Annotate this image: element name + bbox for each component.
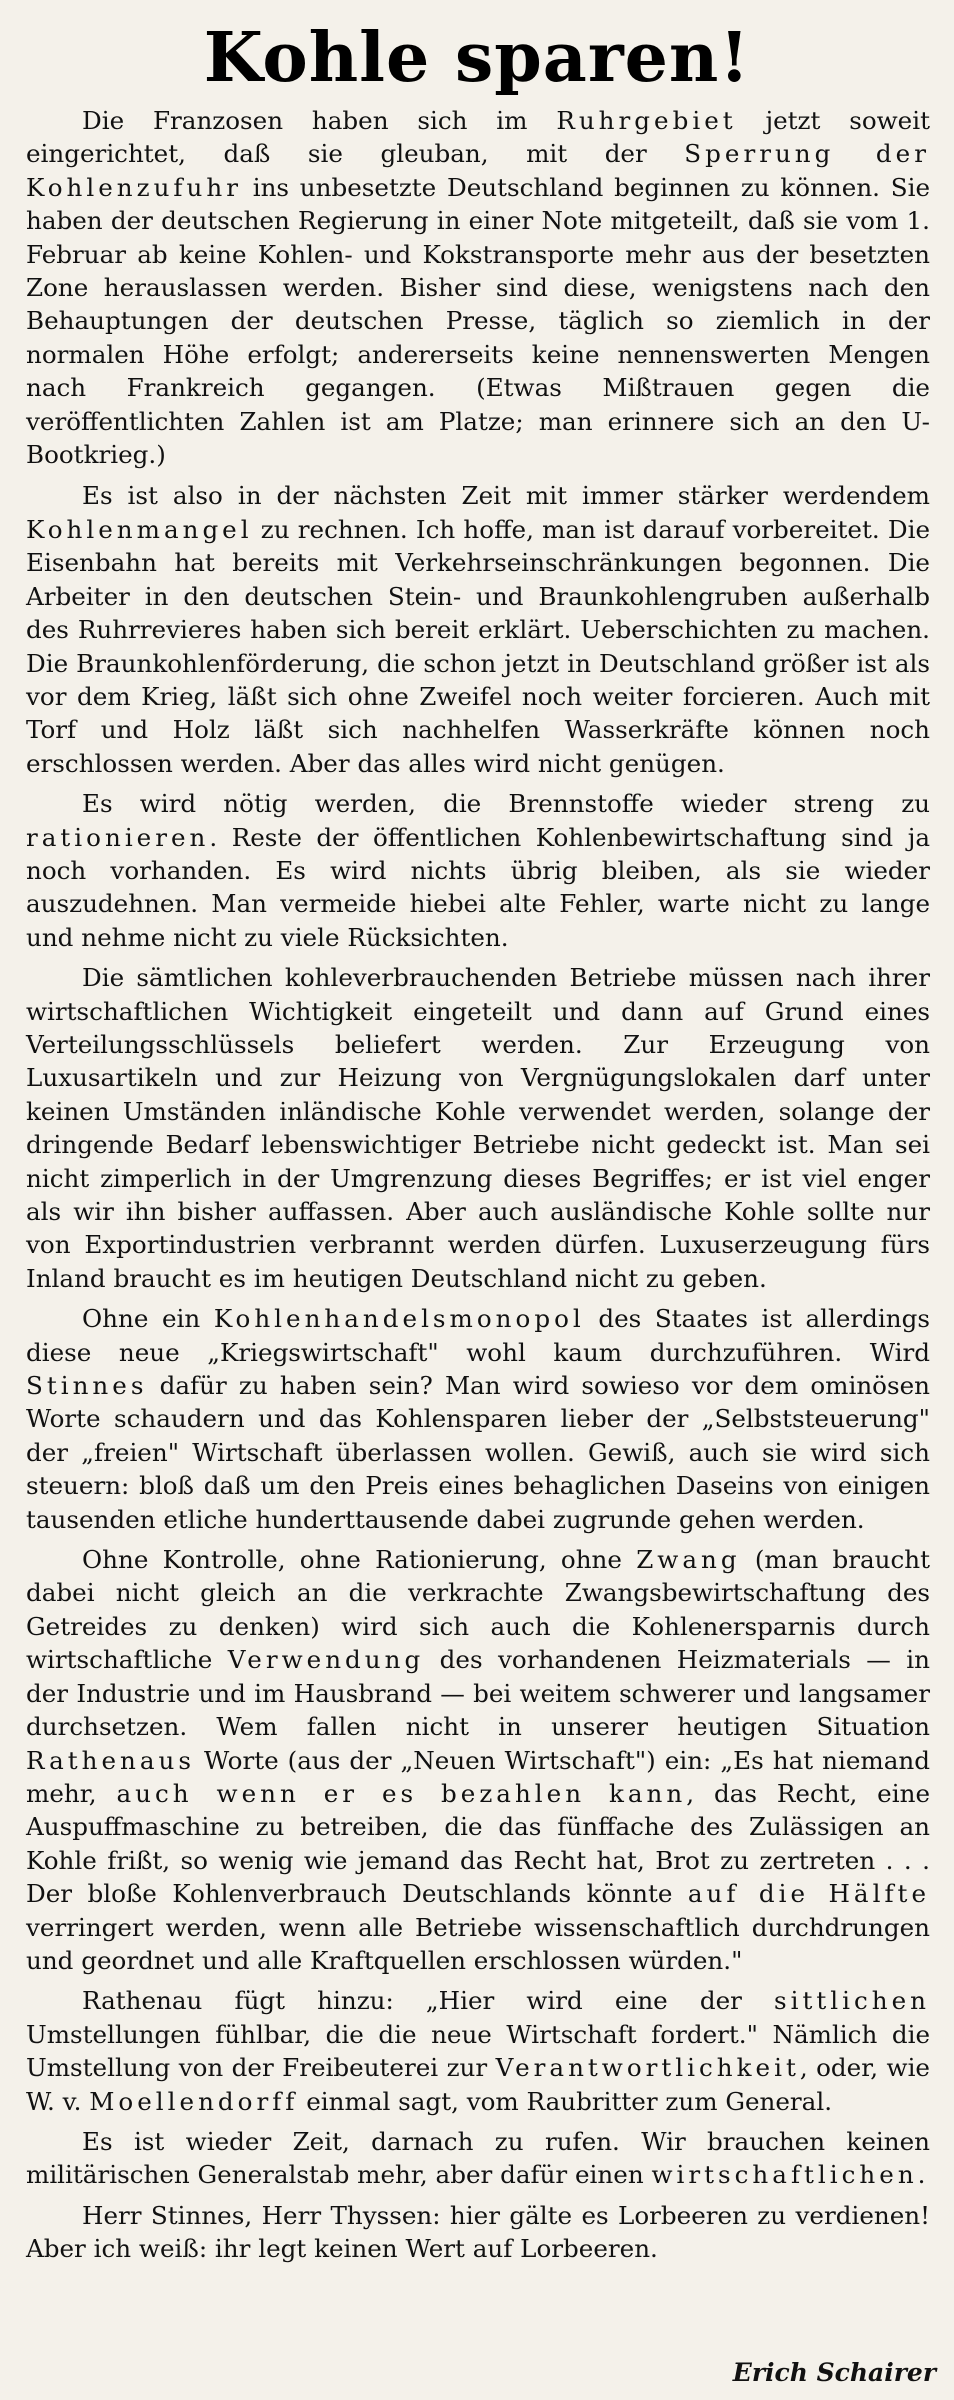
- text-run: Ohne ein: [82, 1304, 214, 1334]
- text-run: Ohne Kontrolle, ohne Rationierung, ohne: [82, 1545, 637, 1575]
- text-run: Umstellungen fühlbar, die die neue Wirtschaft fordert." Nämlich die Umstellung von der Freibeuterei zur: [26, 2019, 930, 2083]
- paragraph-8: [26, 2125, 930, 2192]
- text-run: Worte (aus der „Neuen Wirtschaft") ein: „Es hat niemand mehr,: [26, 1745, 930, 1808]
- text-run: Es ist also in der nächsten Zeit mit immer stärker werdendem: [82, 481, 930, 511]
- spaced-text: Kohlenmangel: [26, 514, 253, 544]
- spaced-text: Kohlenhandelsmonopol: [213, 1304, 585, 1334]
- text-run: . Reste der öffentlichen Kohlenbewirtschaftung sind ja noch vorhanden. Es wird nichts übrig bleiben, als sie wieder auszudehnen. Man vermeide hiebei alte Fehler, warte nicht zu lange und nehme nicht zu viele Rücksichten.: [26, 822, 930, 952]
- text-run: einmal sagt, vom Raubritter zum General.: [298, 2086, 833, 2116]
- text-run: des Staates ist allerdings diese neue „Kriegswirtschaft" wohl kaum durchzuführen. Wird: [26, 1304, 930, 1367]
- paragraph-2: [26, 479, 930, 780]
- spaced-text: sittlichen: [774, 1986, 930, 2016]
- text-run: (man braucht dabei nicht gleich an die verkrachte Zwangsbewirtschaftung des Getreides zu denken) wird sich auch die Kohlenersparnis durch wirtschaftliche: [26, 1545, 930, 1675]
- text-run: des vorhandenen Heizmaterials — in der Industrie und im Hausbrand — bei weitem schwerer und langsamer durchsetzen. Wem fallen nicht in unserer heutigen Situation: [26, 1645, 930, 1742]
- spaced-text: auf die Hälfte: [687, 1879, 930, 1909]
- spaced-text: wirtschaftlichen: [651, 2160, 918, 2190]
- author-signature: Erich Schairer: [732, 2358, 936, 2387]
- text-run: , oder, wie W. v.: [26, 2053, 930, 2116]
- text-run: .: [917, 2160, 926, 2190]
- text-run: Rathenau fügt hinzu: „Hier wird eine der: [82, 1986, 774, 2016]
- spaced-text: rationieren: [26, 822, 210, 852]
- spaced-text: Zwang: [636, 1545, 741, 1575]
- text-run: Es ist wieder Zeit, darnach zu rufen. Wir brauchen keinen militärischen Generalstab mehr, aber dafür einen: [26, 2126, 930, 2190]
- spaced-text: Moellendorff: [89, 2086, 299, 2116]
- paragraph-9: [26, 2199, 930, 2266]
- text-run: Es wird nötig werden, die Brennstoffe wieder streng zu: [82, 789, 930, 819]
- paragraph-4: [26, 961, 930, 1295]
- text-run: , das Recht, eine Auspuffmaschine zu betreiben, die das fünffache des Zulässigen an Kohle frißt, so wenig wie jemand das Recht hat, Brot zu zertreten . . . Der bloße Kohlenverbrauch Deutschlands könnte: [26, 1778, 930, 1909]
- spaced-text: Stinnes: [26, 1371, 148, 1401]
- spaced-text: Verantwortlichkeit: [495, 2053, 800, 2083]
- paragraph-1: [26, 104, 930, 471]
- paragraph-5: [26, 1302, 930, 1536]
- text-run: jetzt soweit eingerichtet, daß sie gleuban, mit der: [26, 106, 930, 169]
- spaced-text: Sperrung der Kohlenzufuhr: [26, 139, 930, 202]
- spaced-text: Ruhrgebiet: [556, 106, 737, 135]
- text-run: Herr Stinnes, Herr Thyssen: hier gälte es Lorbeeren zu verdienen! Aber ich weiß: ihr legt keinen Wert auf Lorbeeren.: [26, 2200, 930, 2264]
- text-run: ins unbesetzte Deutschland beginnen zu können. Sie haben der deutschen Regierung in einer Note mitgeteilt, daß sie vom 1. Februar ab keine Kohlen- und Kokstransporte mehr aus der besetzten Zone herauslassen werden. Bisher sind diese, wenigstens nach den Behauptungen der deutschen Presse, täglich so ziemlich in der normalen Höhe erfolgt; andererseits keine nennenswerten Mengen nach Frankreich gegangen. (Etwas Mißtrauen gegen die veröffentlichten Zahlen ist am Platze; man erinnere sich an den U-Bootkrieg.): [26, 172, 930, 470]
- paragraph-7: [26, 1984, 930, 2118]
- text-run: verringert werden, wenn alle Betriebe wissenschaftlich durchdrungen und geordnet und alle Kraftquellen erschlossen würden.": [26, 1912, 930, 1975]
- paragraph-6: [26, 1543, 930, 1977]
- headline: Kohle sparen!: [203, 18, 751, 98]
- text-run: dafür zu haben sein? Man wird sowieso vor dem ominösen Worte schaudern und das Kohlensparen lieber der „Selbststeuerung" der „freien" Wirtschaft überlassen wollen. Gewiß, auch sie wird sich steuern: bloß daß um den Preis eines behaglichen Daseins von einigen tausenden etliche hunderttausende dabei zugrunde gehen werden.: [26, 1371, 930, 1534]
- text-run: Die Franzosen haben sich im: [82, 106, 557, 135]
- paragraph-3: [26, 787, 930, 954]
- spaced-text: Rathenaus: [26, 1745, 195, 1775]
- spaced-text: Verwendung: [227, 1645, 425, 1675]
- text-run: Die sämtlichen kohleverbrauchenden Betriebe müssen nach ihrer wirtschaftlichen Wichtigkeit eingeteilt und dann auf Grund eines Verteilungsschlüssels beliefert werden. Zur Erzeugung von Luxusartikeln und zur Heizung von Vergnügungslokalen darf unter keinen Umständen inländische Kohle verwendet werden, solange der dringende Bedarf lebenswichtiger Betriebe nicht gedeckt ist. Man sei nicht zimperlich in der Umgrenzung dieses Begriffes; er ist viel enger als wir ihn bisher auffassen. Aber auch ausländische Kohle sollte nur von Exportindustrien verbrannt werden dürfen. Luxuserzeugung fürs Inland braucht es im heutigen Deutschland nicht zu geben.: [26, 963, 930, 1293]
- spaced-text: auch wenn er es bezahlen kann: [116, 1778, 687, 1808]
- article-body: [26, 104, 930, 2273]
- text-run: zu rechnen. Ich hoffe, man ist darauf vorbereitet. Die Eisenbahn hat bereits mit Verkehrseinschränkungen begonnen. Die Arbeiter in den deutschen Stein- und Braunkohlengruben außerhalb des Ruhrrevieres haben sich bereit erklärt. Ueberschichten zu machen. Die Braunkohlenförderung, die schon jetzt in Deutschland größer ist als vor dem Krieg, läßt sich ohne Zweifel noch weiter forcieren. Auch mit Torf und Holz läßt sich nachhelfen Wasserkräfte können noch erschlossen werden. Aber das alles wird nicht genügen.: [26, 514, 930, 778]
